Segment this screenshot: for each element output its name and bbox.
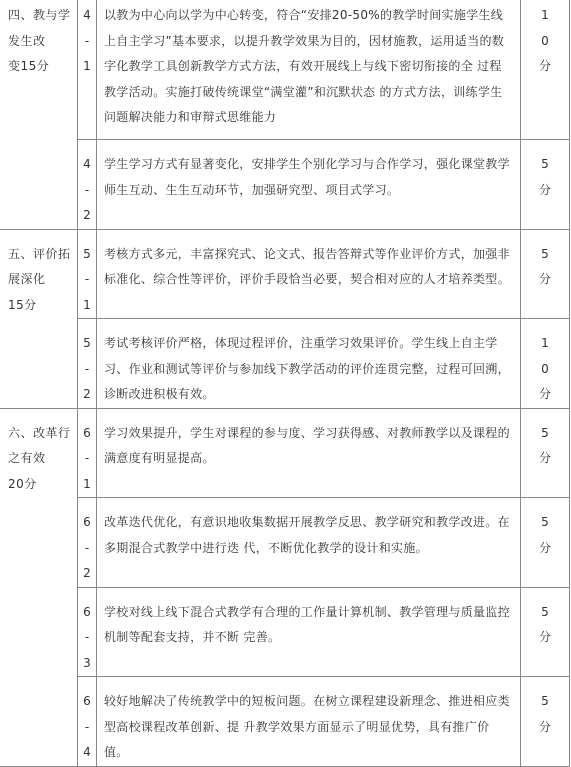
category-line: 四、教与学 [8,8,71,22]
item-code-digit: 3 [83,655,91,670]
score-digit: 5 [541,604,549,619]
table-row [0,587,570,677]
item-code-cell [78,408,97,498]
description-cell: 学习效果提升，学生对课程的参与度、学习获得感、对教师教学以及课程的满意度有明显提高。 [97,408,521,498]
score-cell [521,677,570,767]
score-digit: 1 [541,336,549,350]
score-digit: 5 [541,157,549,171]
item-code-digit: 1 [83,476,91,491]
item-code-digit: 1 [83,59,91,73]
item-code-dash: - [84,719,90,734]
table-row [0,408,570,498]
score-digit: 5 [541,515,549,529]
category-line: 发生改 [8,33,46,48]
score-cell [521,408,570,498]
table-row [0,229,570,319]
item-code-dash: - [84,451,90,465]
description-cell: 考核方式多元，丰富探究式、论文式、报告答辩式等作业评价方式，加强非标准化、综合性等评价，评价手段恰当必要，契合相对应的人才培养类型。 [97,229,521,319]
item-code-cell [78,587,97,677]
category-cell [0,229,78,408]
item-code-dash: - [84,272,90,286]
table-row [0,677,570,767]
score-cell [521,140,570,230]
item-code-digit: 6 [83,694,91,708]
category-line: 六、改革行 [8,425,71,440]
item-code-dash: - [84,540,90,555]
score-digit: 5 [541,425,549,440]
item-code-digit: 2 [83,566,91,580]
description-cell: 考试考核评价严格，体现过程评价，注重学习效果评价。学生线上自主学习、作业和测试等评价与参加线下教学活动的评价连贯完整，过程可回溯，诊断改进积极有效。 [97,319,521,409]
score-unit: 分 [538,182,551,197]
score-unit: 分 [538,59,551,73]
item-code-digit: 1 [83,297,91,312]
score-cell [521,587,570,677]
category-line: 之有效 [8,451,46,465]
score-digit: 0 [541,33,549,48]
score-digit: 0 [541,361,549,376]
item-code-dash: - [84,182,90,197]
item-code-cell [78,140,97,230]
item-code-digit: 6 [83,604,91,619]
item-code-cell [78,0,97,140]
score-digit: 5 [541,694,549,708]
description-cell: 学校对线上线下混合式教学有合理的工作量计算机制、教学管理与质量监控机制等配套支持，并不断 完善。 [97,587,521,677]
score-unit: 分 [538,272,551,286]
table-row [0,319,570,409]
score-unit: 分 [538,630,551,644]
item-code-digit: 5 [83,336,91,350]
item-code-digit: 4 [83,8,91,22]
item-code-dash: - [84,33,90,48]
item-code-digit: 2 [83,208,91,222]
description-cell: 改革迭代优化，有意识地收集数据开展教学反思、教学研究和教学改进。在多期混合式教学中进行迭 代，不断优化教学的设计和实施。 [97,498,521,588]
score-cell [521,0,570,140]
score-digit: 1 [541,8,549,22]
item-code-dash: - [84,630,90,644]
item-code-cell [78,498,97,588]
table-row [0,0,570,140]
category-line: 变15分 [8,59,50,73]
item-code-digit: 5 [83,246,91,261]
description-cell: 学生学习方式有显著变化，安排学生个别化学习与合作学习，强化课堂教学师生互动、生生互动环节，加强研究型、项目式学习。 [97,140,521,230]
score-cell [521,229,570,319]
score-digit: 5 [541,246,549,261]
item-code-digit: 6 [83,515,91,529]
score-unit: 分 [538,451,551,465]
table-row [0,498,570,588]
item-code-digit: 6 [83,425,91,440]
category-cell [0,0,78,229]
item-code-cell [78,677,97,767]
item-code-dash: - [84,361,90,376]
score-unit: 分 [538,387,551,401]
category-line: 五、评价拓 [8,246,71,261]
item-code-cell [78,319,97,409]
category-line: 15分 [8,297,37,312]
description-cell: 较好地解决了传统教学中的短板问题。在树立课程建设新理念、推进相应类型高校课程改革创新、提 升教学效果方面显示了明显优势，具有推广价值。 [97,677,521,767]
category-line: 20分 [8,476,37,491]
score-unit: 分 [538,540,551,555]
score-cell [521,498,570,588]
table-row [0,140,570,230]
item-code-digit: 2 [83,387,91,401]
category-cell [0,408,78,766]
item-code-cell [78,229,97,319]
description-cell: 以教为中心向以学为中心转变，符合“安排20-50%的教学时间实施学生线上自主学习”基本要求，以提升教学效果为目的，因材施教，运用适当的数字化教学工具创新教学方式方法，有效开展线上与线下密切衔接的全 过程教学活动。实施打破传统课堂“满堂灌”和沉默状态 的方式方法，训练学生问题解决能力和审辩式思维能力 [97,0,521,140]
score-cell [521,319,570,409]
item-code-digit: 4 [83,157,91,171]
category-line: 展深化 [8,272,46,286]
item-code-digit: 4 [83,745,91,759]
score-unit: 分 [538,719,551,734]
